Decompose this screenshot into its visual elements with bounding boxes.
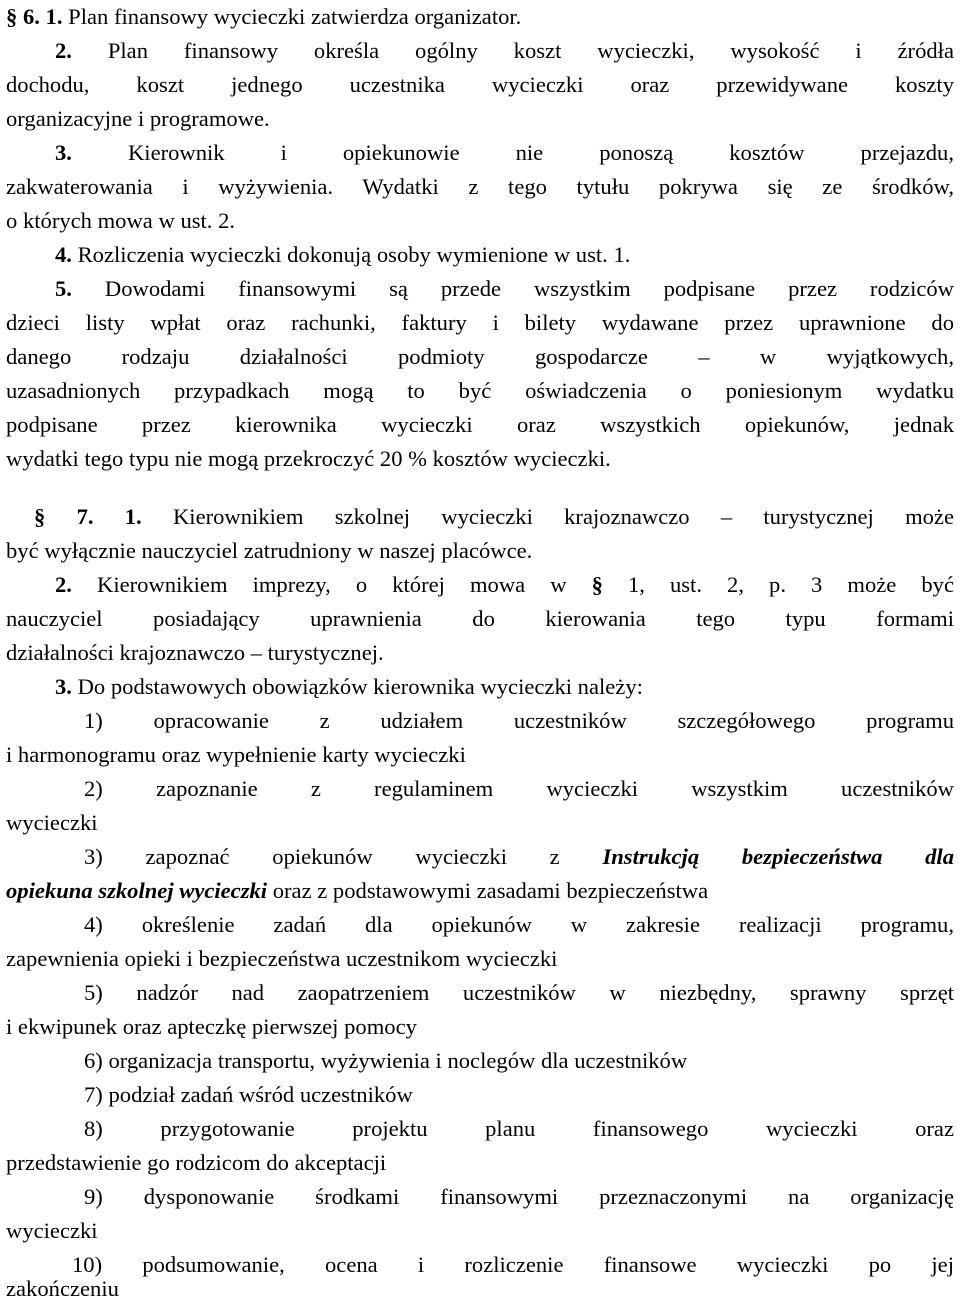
duty-2-text-2: wycieczki <box>6 810 98 835</box>
duty-10-line-2 <box>6 1272 954 1306</box>
duty-6-text-1: 6) organizacja transportu, wyżywienia i noclegów dla uczestników <box>84 1048 688 1073</box>
s7-p3-number: 3. <box>55 674 72 699</box>
section-sign: § <box>34 504 46 529</box>
p5-text-2: dzieci listy wpłat oraz rachunki, faktury i bilety wydawane przez uprawnione do <box>6 310 954 335</box>
duty-4-line-2 <box>6 942 954 976</box>
duty-3-instruction-title-2: opiekuna szkolnej wycieczki <box>6 878 268 903</box>
section-6-p2-line-1 <box>55 34 954 68</box>
p3-text-2: zakwaterowania i wyżywienia. Wydatki z tego tytułu pokrywa się ze środków, <box>6 174 954 199</box>
duty-5-text-1: 5) nadzór nad zaopatrzeniem uczestników w niezbędny, sprawny sprzęt <box>84 980 954 1005</box>
p5-text-4: uzasadnionych przypadkach mogą to być oświadczenia o poniesionym wydatku <box>6 378 954 403</box>
p5-text-1: Dowodami finansowymi są przede wszystkim podpisane przez rodziców <box>104 276 954 301</box>
s7-p2-text-1a: Kierownikiem imprezy, o której mowa w <box>97 572 567 597</box>
p3-number: 3. <box>55 140 72 165</box>
duty-1-text-2: i harmonogramu oraz wypełnienie karty wycieczki <box>6 742 466 767</box>
section-6-p3-line-1 <box>55 136 954 170</box>
section-6-p5-line-5 <box>6 408 954 442</box>
s7-p1-text-1: Kierownikiem szkolnej wycieczki krajoznawczo – turystycznej może <box>172 504 954 529</box>
duty-3-instruction-title-1: Instrukcją bezpieczeństwa dla <box>602 844 954 869</box>
duty-4-text-2: zapewnienia opieki i bezpieczeństwa uczestnikom wycieczki <box>6 946 558 971</box>
duty-1-line-2 <box>6 738 954 772</box>
duty-3-text-2b: oraz z podstawowymi zasadami bezpieczeństwa <box>272 878 709 903</box>
section-6-p3-line-3 <box>6 204 954 238</box>
duty-2-text-1: 2) zapoznanie z regulaminem wycieczki wszystkim uczestników <box>84 776 954 801</box>
section-7-heading-line <box>34 500 954 534</box>
duty-8-text-2: przedstawienie go rodzicom do akceptacji <box>6 1150 387 1175</box>
s7-p2-number: 2. <box>55 572 72 597</box>
section-6-heading-line <box>6 0 954 34</box>
p3-text-1: Kierownik i opiekunowie nie ponoszą kosztów przejazdu, <box>127 140 955 165</box>
duty-7-text-1: 7) podział zadań wśród uczestników <box>84 1082 413 1107</box>
duty-1-text-1: 1) opracowanie z udziałem uczestników szczegółowego programu <box>84 708 954 733</box>
duty-6-line-1 <box>84 1044 954 1078</box>
s7-p1-text-2: być wyłącznie nauczyciel zatrudniony w naszej placówce. <box>6 538 533 563</box>
p5-text-3: danego rodzaju działalności podmioty gospodarcze – w wyjątkowych, <box>6 344 954 369</box>
section-6-p5-line-4 <box>6 374 954 408</box>
section-6-p3-line-2 <box>6 170 954 204</box>
section-7-p3-intro-line <box>55 670 954 704</box>
p2-text-3: organizacyjne i programowe. <box>6 106 270 131</box>
duty-10-text-1: 10) podsumowanie, ocena i rozliczenie finansowe wycieczki po jej <box>72 1252 954 1277</box>
section-sign: § <box>591 572 603 597</box>
section-6-p5-line-1 <box>55 272 954 306</box>
duty-5-line-2 <box>6 1010 954 1044</box>
duty-8-line-2 <box>6 1146 954 1180</box>
duty-3-text-1a: 3) zapoznać opiekunów wycieczki z <box>84 844 560 869</box>
p3-text-3: o których mowa w ust. 2. <box>6 208 236 233</box>
s7-p2-text-1b: 1, ust. 2, p. 3 może być <box>627 572 954 597</box>
duty-9-text-2: wycieczki <box>6 1218 98 1243</box>
section-7-p2-line-2 <box>6 602 954 636</box>
section-7-number: 7. 1. <box>76 504 142 529</box>
section-6-p2-line-2 <box>6 68 954 102</box>
s7-p2-text-3: działalności krajoznawczo – turystycznej. <box>6 640 384 665</box>
duty-10-text-2: zakończeniu <box>6 1276 119 1301</box>
p4-text: Rozliczenia wycieczki dokonują osoby wymienione w ust. 1. <box>77 242 631 267</box>
section-7-p2-line-3 <box>6 636 954 670</box>
section-6-p5-line-2 <box>6 306 954 340</box>
s7-p3-intro-text: Do podstawowych obowiązków kierownika wycieczki należy: <box>77 674 643 699</box>
duty-5-text-2: i ekwipunek oraz apteczkę pierwszej pomocy <box>6 1014 417 1039</box>
p5-number: 5. <box>55 276 72 301</box>
section-7-p2-line-1 <box>55 568 954 602</box>
section-sign: § <box>6 4 18 29</box>
duty-4-line-1 <box>84 908 954 942</box>
section-6-p5-line-3 <box>6 340 954 374</box>
section-6-p4-line <box>55 238 954 272</box>
duty-9-text-1: 9) dysponowanie środkami finansowymi przeznaczonymi na organizację <box>84 1184 954 1209</box>
p2-text-1: Plan finansowy określa ogólny koszt wycieczki, wysokość i źródła <box>107 38 954 63</box>
s7-p2-text-2: nauczyciel posiadający uprawnienia do kierowania tego typu formami <box>6 606 954 631</box>
duty-1-line-1 <box>84 704 954 738</box>
duty-4-text-1: 4) określenie zadań dla opiekunów w zakresie realizacji programu, <box>84 912 954 937</box>
section-6-number: 6. 1. <box>22 4 63 29</box>
duty-2-line-1 <box>84 772 954 806</box>
p2-number: 2. <box>55 38 72 63</box>
duty-8-text-1: 8) przygotowanie projektu planu finansowego wycieczki oraz <box>84 1116 954 1141</box>
section-6-p2-line-3 <box>6 102 954 136</box>
duty-3-line-1 <box>84 840 954 874</box>
duty-7-line-1 <box>84 1078 954 1112</box>
section-6-p5-line-6 <box>6 442 954 476</box>
p5-text-6: wydatki tego typu nie mogą przekroczyć 20 % kosztów wycieczki. <box>6 446 611 471</box>
duty-2-line-2 <box>6 806 954 840</box>
section-7-p1-line-2 <box>6 534 954 568</box>
duty-9-line-1 <box>84 1180 954 1214</box>
duty-8-line-1 <box>84 1112 954 1146</box>
section-6-p1-text: Plan finansowy wycieczki zatwierdza organizator. <box>68 4 522 29</box>
duty-5-line-1 <box>84 976 954 1010</box>
p2-text-2: dochodu, koszt jednego uczestnika wycieczki oraz przewidywane koszty <box>6 72 954 97</box>
p4-number: 4. <box>55 242 72 267</box>
p5-text-5: podpisane przez kierownika wycieczki oraz wszystkich opiekunów, jednak <box>6 412 954 437</box>
duty-3-line-2 <box>6 874 954 908</box>
duty-9-line-2 <box>6 1214 954 1248</box>
